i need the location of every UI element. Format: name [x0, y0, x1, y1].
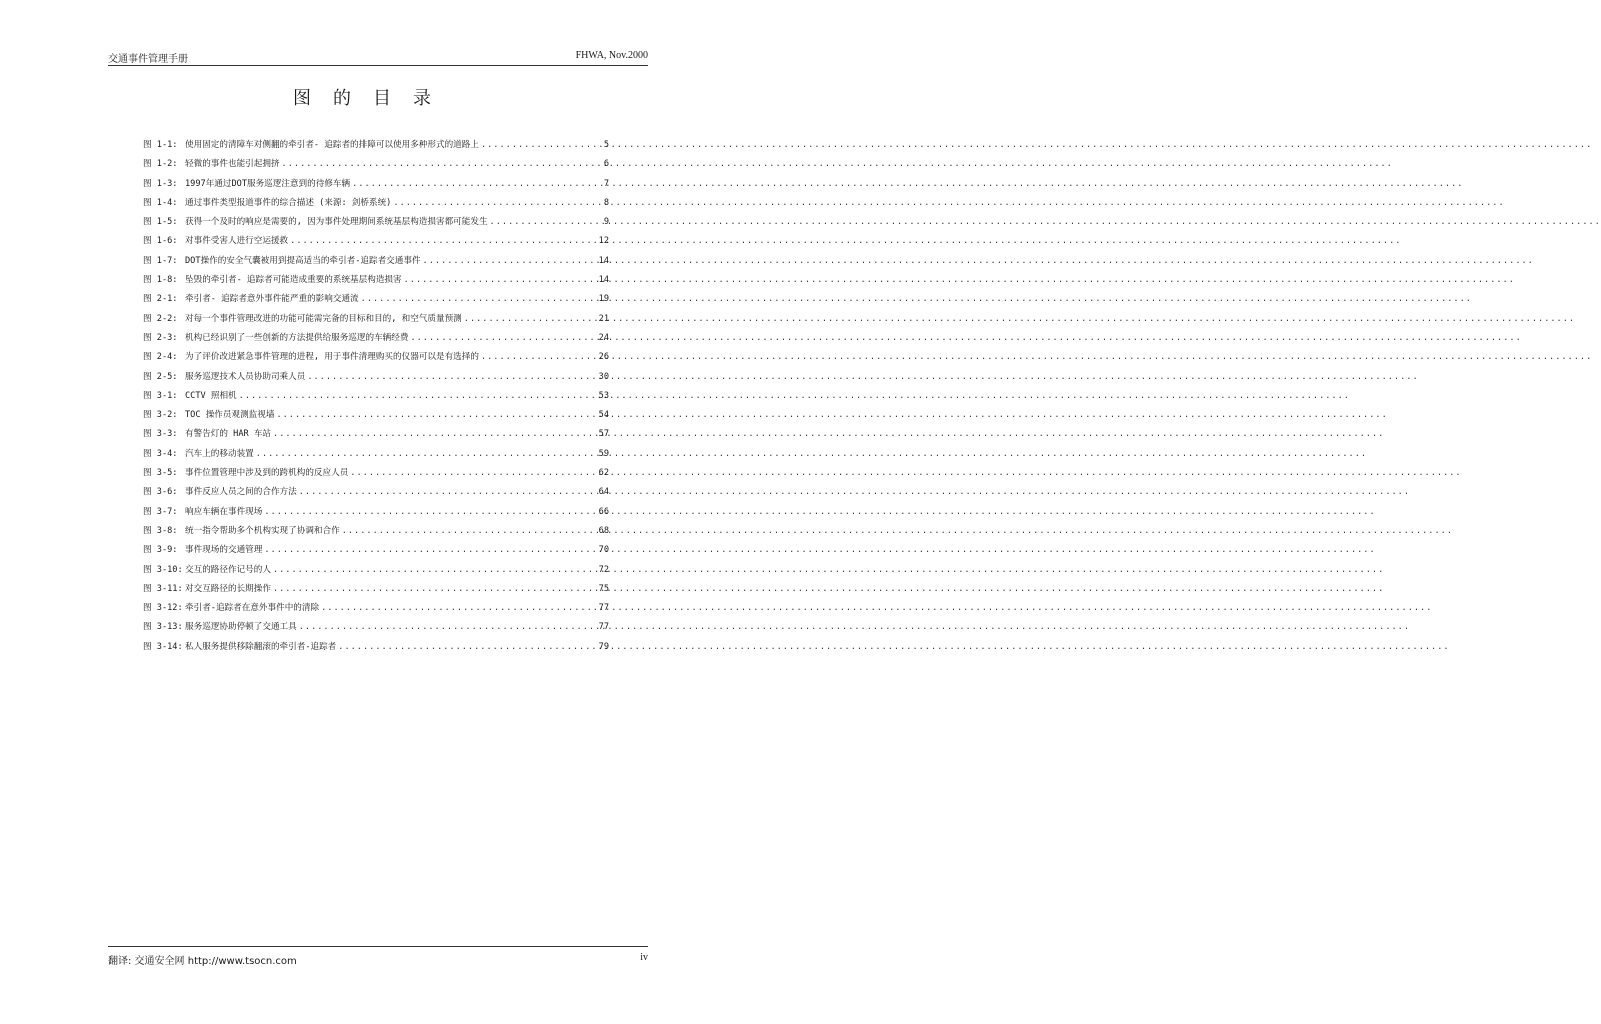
figure-number: 图 1-2:	[143, 159, 178, 170]
figure-page-number: 68	[598, 525, 609, 536]
figure-caption: 使用固定的清障车对侧翻的牵引者- 追踪者的排障可以使用多种形式的道路上	[185, 140, 479, 150]
figure-entry[interactable]	[143, 138, 609, 157]
figure-caption: 牵引者-追踪者在意外事件中的清除	[185, 603, 320, 614]
figure-page-number: 14	[598, 255, 609, 266]
figure-entry[interactable]	[143, 254, 609, 273]
figure-caption: 1997年通过DOT服务巡逻注意到的待修车辆	[185, 178, 351, 189]
figure-number: 图 1-4:	[143, 197, 178, 208]
figure-number: 图 3-2:	[143, 410, 178, 421]
figure-caption: 事件位置管理中涉及到的跨机构的反应人员	[185, 468, 349, 479]
figure-entry[interactable]	[143, 215, 609, 234]
dot-leader	[410, 333, 595, 343]
page-title: 图的目录	[293, 88, 453, 109]
figure-number: 图 3-14:	[143, 641, 183, 652]
dot-leader	[264, 545, 595, 555]
figure-caption: CCTV 照相机	[185, 390, 237, 401]
dot-leader	[307, 372, 595, 382]
figure-caption: 汽车上的移动装置	[185, 448, 254, 459]
figure-number: 图 3-13:	[143, 622, 183, 633]
figure-entry[interactable]	[143, 370, 609, 389]
figure-number: 图 2-3:	[143, 332, 178, 343]
dot-leader	[321, 603, 595, 613]
dot-leader	[299, 622, 595, 632]
figure-caption: 有警告灯的 HAR 车站	[185, 429, 272, 440]
figure-entry[interactable]	[143, 485, 609, 504]
figure-page-number: 75	[598, 583, 609, 594]
figure-number: 图 3-6:	[143, 487, 178, 498]
figure-page-number: 77	[598, 603, 609, 614]
dot-leader	[338, 642, 595, 652]
figure-entry[interactable]	[143, 273, 609, 292]
dot-leader	[282, 159, 595, 169]
figure-caption: 服务巡逻技术人员协助司乘人员	[185, 371, 306, 382]
figure-caption: 交互的路径作记号的人	[185, 564, 271, 575]
dot-leader	[464, 314, 595, 324]
figure-page-number: 54	[598, 410, 609, 421]
figure-page-number: 77	[598, 622, 609, 633]
dot-leader	[361, 294, 595, 304]
figure-caption: 机构已经识别了一些创新的方法提供给服务巡逻的车辆经费	[185, 332, 409, 343]
figure-page-number: 79	[598, 641, 609, 652]
figure-page-number: 59	[598, 448, 609, 459]
dot-leader	[273, 429, 595, 439]
figure-page-number: 57	[598, 429, 609, 440]
dot-leader	[481, 352, 595, 362]
figure-caption: 坠毁的牵引者- 追踪者可能造成重要的系统基层构造损害	[185, 275, 402, 286]
figure-entry[interactable]	[143, 196, 609, 215]
figure-page-number: 7	[603, 178, 609, 189]
figure-number: 图 3-12:	[143, 603, 183, 614]
figure-caption: 私人服务提供移除翻滚的牵引者-追踪者	[185, 641, 337, 652]
figure-entry[interactable]	[143, 563, 609, 582]
header-manual-title: 交通事件管理手册	[108, 54, 188, 65]
figure-page-number: 64	[598, 487, 609, 498]
figure-page-number: 30	[598, 371, 609, 382]
dot-leader	[342, 526, 595, 536]
header-source-date: FHWA, Nov.2000	[575, 50, 648, 61]
figure-entry[interactable]	[143, 408, 609, 427]
dot-leader	[352, 179, 595, 189]
dot-leader	[273, 584, 595, 594]
figure-page-number: 26	[598, 352, 609, 363]
figure-caption: 对交互路径的长期操作	[185, 583, 271, 594]
dot-leader	[423, 256, 595, 266]
figure-page-number: 62	[598, 468, 609, 479]
figure-entry[interactable]	[143, 466, 609, 485]
dot-leader	[239, 391, 595, 401]
figure-entry[interactable]	[143, 234, 609, 253]
figure-page-number: 5	[603, 140, 609, 150]
figure-list	[143, 138, 609, 659]
figure-page-number: 24	[598, 332, 609, 343]
figure-page-number: 72	[598, 564, 609, 575]
figure-number: 图 2-4:	[143, 352, 178, 363]
dot-leader	[350, 468, 595, 478]
figure-entry[interactable]	[143, 447, 609, 466]
figure-entry[interactable]	[143, 350, 609, 369]
figure-entry[interactable]	[143, 620, 609, 639]
dot-leader	[490, 217, 595, 227]
figure-caption: 通过事件类型报道事件的综合描述 (来源: 剑桥系统)	[185, 197, 392, 208]
figure-caption: 事件反应人员之间的合作方法	[185, 487, 297, 498]
figure-entry[interactable]	[143, 177, 609, 196]
figure-number: 图 3-7:	[143, 506, 178, 517]
figure-number: 图 1-5:	[143, 217, 178, 228]
figure-entry[interactable]	[143, 157, 609, 176]
figure-page-number: 19	[598, 294, 609, 305]
footer-translator-credit: 翻译: 交通安全网 http://www.tsocn.com	[108, 956, 297, 967]
dot-leader	[276, 410, 595, 420]
figure-caption: 服务巡逻协助停顿了交通工具	[185, 622, 297, 633]
dot-leader	[264, 507, 595, 517]
header-divider	[108, 65, 648, 66]
figure-entry[interactable]	[143, 505, 609, 524]
figure-number: 图 3-9:	[143, 545, 178, 556]
figure-number: 图 1-3:	[143, 178, 178, 189]
figure-entry[interactable]	[143, 524, 609, 543]
figure-caption: 响应车辆在事件现场	[185, 506, 263, 517]
figure-page-number: 66	[598, 506, 609, 517]
dot-leader	[404, 275, 595, 285]
figure-caption: TOC 操作员观测监视墙	[185, 410, 275, 421]
figure-entry[interactable]	[143, 427, 609, 446]
figure-number: 图 3-8:	[143, 525, 178, 536]
figure-number: 图 2-2:	[143, 313, 178, 324]
figure-caption: 轻微的事件也能引起拥挤	[185, 159, 280, 170]
page-header	[108, 50, 648, 64]
figure-number: 图 2-5:	[143, 371, 178, 382]
figure-caption: 对每一个事件管理改进的功能可能需完备的目标和目的, 和空气质量预测	[185, 313, 462, 324]
figure-number: 图 1-7:	[143, 255, 178, 266]
figure-number: 图 1-1:	[143, 140, 178, 150]
figure-number: 图 2-1:	[143, 294, 178, 305]
figure-number: 图 3-10:	[143, 564, 183, 575]
figure-caption: 为了评价改进紧急事件管理的进程, 用于事件清理购买的仪器可以是有选择的	[185, 352, 479, 363]
figure-page-number: 12	[598, 236, 609, 247]
figure-number: 图 3-3:	[143, 429, 178, 440]
figure-entry[interactable]	[143, 312, 609, 331]
figure-page-number: 53	[598, 390, 609, 401]
dot-leader	[290, 236, 595, 246]
figure-entry[interactable]	[143, 292, 609, 311]
figure-caption: 事件现场的交通管理	[185, 545, 263, 556]
page-number: iv	[640, 952, 648, 963]
figure-entry[interactable]	[143, 389, 609, 408]
figure-entry[interactable]	[143, 601, 609, 620]
figure-entry[interactable]	[143, 640, 609, 659]
figure-page-number: 21	[598, 313, 609, 324]
figure-caption: 获得一个及时的响应是需要的, 因为事件处理期间系统基层构造损害都可能发生	[185, 217, 488, 228]
dot-leader	[273, 565, 595, 575]
figure-caption: 对事件受害人进行空运援救	[185, 236, 289, 247]
figure-page-number: 70	[598, 545, 609, 556]
dot-leader	[299, 487, 595, 497]
dot-leader	[256, 449, 595, 459]
figure-page-number: 8	[603, 197, 609, 208]
figure-entry[interactable]	[143, 543, 609, 562]
figure-number: 图 1-8:	[143, 275, 178, 286]
figure-page-number: 14	[598, 275, 609, 286]
figure-caption: 统一指令帮助多个机构实现了协调和合作	[185, 525, 340, 536]
figure-caption: DOT操作的安全气囊被用到提高适当的牵引者-追踪者交通事件	[185, 255, 421, 266]
figure-caption: 牵引者- 追踪者意外事件能严重的影响交通流	[185, 294, 359, 305]
figure-number: 图 1-6:	[143, 236, 178, 247]
figure-page-number: 9	[603, 217, 609, 228]
figure-number: 图 3-5:	[143, 468, 178, 479]
figure-number: 图 3-4:	[143, 448, 178, 459]
figure-entry[interactable]	[143, 582, 609, 601]
dot-leader	[393, 198, 595, 208]
footer-divider	[108, 946, 648, 947]
figure-number: 图 3-1:	[143, 390, 178, 401]
figure-number: 图 3-11:	[143, 583, 183, 594]
figure-entry[interactable]	[143, 331, 609, 350]
figure-page-number: 6	[603, 159, 609, 170]
dot-leader	[481, 140, 595, 150]
